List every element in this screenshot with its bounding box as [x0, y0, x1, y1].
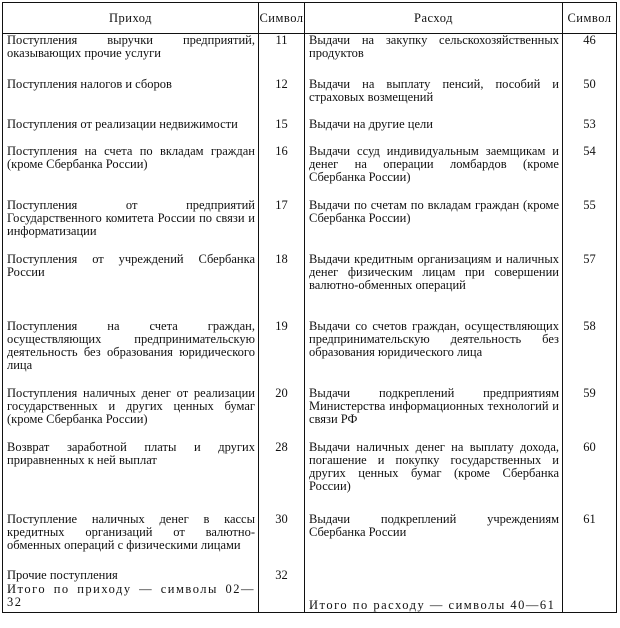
expense-symbol-cell: 55 — [563, 199, 617, 253]
income-total-cell: Итого по приходу — символы 02—32 — [3, 583, 259, 613]
income-symbol-cell: 16 — [259, 145, 305, 199]
expense-symbol-cell: 58 — [563, 320, 617, 387]
expense-header: Расход — [305, 3, 563, 34]
expense-symbol-cell — [563, 569, 617, 583]
income-cell: Поступления от предприятий Государственного комитета России по связи и информатизации — [3, 199, 259, 253]
expense-cell: Выдачи наличных денег на выплату дохода, погашение и покупку государственных и других ценных бумаг (кроме Сбербанка России) — [305, 441, 563, 513]
table-row — [3, 441, 617, 513]
expense-cell: Выдачи подкреплений учреждениям Сбербанка России — [305, 513, 563, 569]
income-cell: Поступления налогов и сборов — [3, 78, 259, 118]
income-cell: Поступления от учреждений Сбербанка России — [3, 253, 259, 320]
income-cell: Поступления на счета по вкладам граждан (кроме Сбербанка России) — [3, 145, 259, 199]
income-cell: Поступления наличных денег от реализации государственных и других ценных бумаг (кроме Сбербанка России) — [3, 387, 259, 441]
income-symbol-cell: 28 — [259, 441, 305, 513]
table-row — [3, 199, 617, 253]
symbol-header-right: Символ — [563, 3, 617, 34]
expense-symbol-cell: 60 — [563, 441, 617, 513]
expense-symbol-cell: 59 — [563, 387, 617, 441]
income-symbol-cell: 11 — [259, 34, 305, 78]
expense-symbol-cell: 50 — [563, 78, 617, 118]
income-symbol-cell: 18 — [259, 253, 305, 320]
income-cell: Возврат заработной платы и других приравненных к ней выплат — [3, 441, 259, 513]
expense-cell: Выдачи на другие цели — [305, 118, 563, 145]
income-cell: Прочие поступления — [3, 569, 259, 583]
expense-cell — [305, 569, 563, 583]
expense-total-cell: Итого по расходу — символы 40—61 — [305, 583, 563, 613]
income-symbol-cell — [259, 583, 305, 613]
expense-cell: Выдачи со счетов граждан, осуществляющих предпринимательскую деятельность без образования юридического лица — [305, 320, 563, 387]
income-symbol-cell: 32 — [259, 569, 305, 583]
table-header-row — [3, 3, 617, 34]
expense-symbol-cell — [563, 583, 617, 613]
expense-cell: Выдачи по счетам по вкладам граждан (кроме Сбербанка России) — [305, 199, 563, 253]
expense-cell: Выдачи ссуд индивидуальным заемщикам и денег на операции ломбардов (кроме Сбербанка России) — [305, 145, 563, 199]
expense-cell: Выдачи кредитным организациям и наличных денег физическим лицам при совершении валютно-обменных операций — [305, 253, 563, 320]
table-body — [3, 34, 617, 613]
income-symbol-cell: 30 — [259, 513, 305, 569]
table-row — [3, 78, 617, 118]
income-symbol-cell: 15 — [259, 118, 305, 145]
expense-symbol-cell: 46 — [563, 34, 617, 78]
table-row — [3, 320, 617, 387]
expense-symbol-cell: 57 — [563, 253, 617, 320]
expense-cell: Выдачи на закупку сельскохозяйственных продуктов — [305, 34, 563, 78]
table-row — [3, 34, 617, 78]
income-header: Приход — [3, 3, 259, 34]
expense-symbol-cell: 61 — [563, 513, 617, 569]
income-symbol-cell: 17 — [259, 199, 305, 253]
table-row — [3, 513, 617, 569]
table-row — [3, 387, 617, 441]
cash-symbols-table — [2, 2, 617, 613]
totals-row — [3, 583, 617, 613]
income-cell: Поступления от реализации недвижимости — [3, 118, 259, 145]
table-row — [3, 145, 617, 199]
expense-cell: Выдачи подкреплений предприятиям Министерства информационных технологий и связи РФ — [305, 387, 563, 441]
expense-symbol-cell: 53 — [563, 118, 617, 145]
table-row — [3, 118, 617, 145]
expense-cell: Выдачи на выплату пенсий, пособий и страховых возмещений — [305, 78, 563, 118]
income-cell: Поступление наличных денег в кассы кредитных организаций от валютно-обменных операций с физическими лицами — [3, 513, 259, 569]
symbol-header-left: Символ — [259, 3, 305, 34]
income-symbol-cell: 19 — [259, 320, 305, 387]
expense-symbol-cell: 54 — [563, 145, 617, 199]
income-symbol-cell: 20 — [259, 387, 305, 441]
income-symbol-cell: 12 — [259, 78, 305, 118]
table-row — [3, 569, 617, 583]
table-row — [3, 253, 617, 320]
income-cell: Поступления выручки предприятий, оказывающих прочие услуги — [3, 34, 259, 78]
income-cell: Поступления на счета граждан, осуществляющих предпринимательскую деятельность без образования юридического лица — [3, 320, 259, 387]
